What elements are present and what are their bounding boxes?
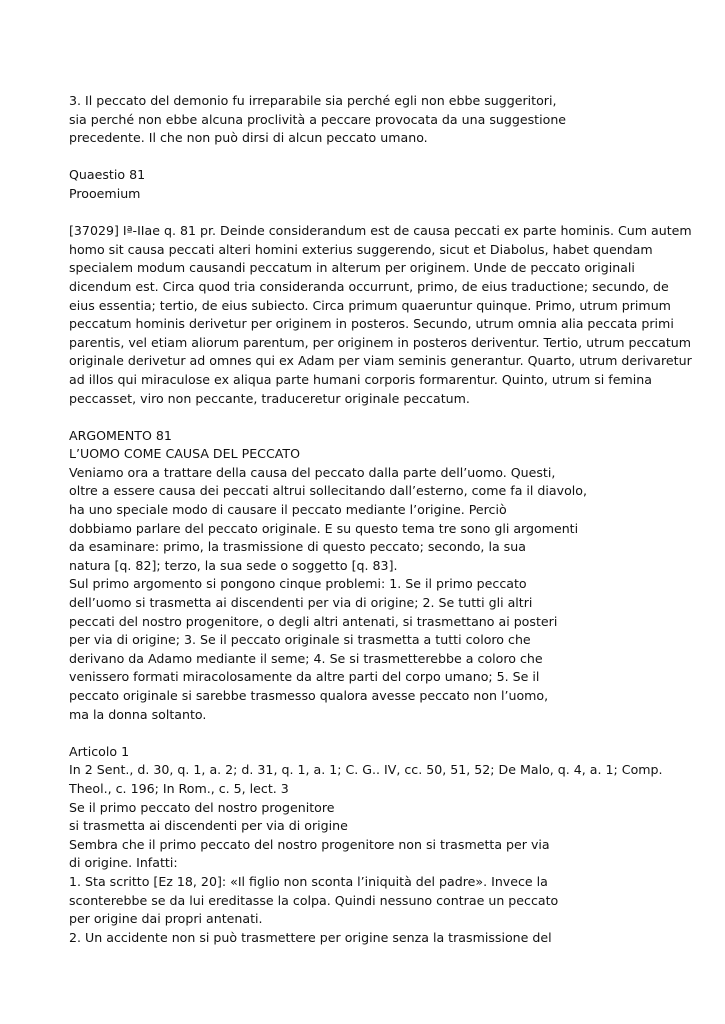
text-line: ha uno speciale modo di causare il peccato mediante l’origine. Perciò (69, 502, 507, 518)
text-line: precedente. Il che non può dirsi di alcun peccato umano. (69, 130, 428, 146)
text-line: [37029] Iª-IIae q. 81 pr. Deinde considerandum est de causa peccati ex parte hominis. Cum autem (69, 223, 692, 239)
argomento-subtitle: L’UOMO COME CAUSA DEL PECCATO (69, 446, 300, 462)
intro-paragraph (69, 92, 714, 148)
text-line: peccati del nostro progenitore, o degli altri antenati, si trasmettano ai posteri (69, 613, 558, 629)
text-line: Se il primo peccato del nostro progenitore (69, 799, 335, 815)
text-line: si trasmetta ai discendenti per via di origine (69, 818, 348, 834)
text-line: eius essentia; tertio, de eius subiecto. Circa primum quaeruntur quinque. Primo, utrum primum (69, 297, 671, 313)
latin-paragraph (69, 222, 714, 408)
text-line: peccatum hominis derivetur per originem in posteros. Secundo, utrum omnia alia peccata primi (69, 316, 674, 332)
text-line: dell’uomo si trasmetta ai discendenti per via di origine; 2. Se tutti gli altri (69, 595, 533, 611)
argomento-section (69, 427, 714, 725)
text-line: natura [q. 82]; terzo, la sua sede o soggetto [q. 83]. (69, 557, 398, 573)
text-line: homo sit causa peccati alteri homini exterius suggerendo, sicut et Diabolus, habet quendam (69, 241, 653, 257)
text-line: peccato originale si sarebbe trasmesso qualora avesse peccato non l’uomo, (69, 688, 549, 703)
text-line: In 2 Sent., d. 30, q. 1, a. 2; d. 31, q. 1, a. 1; C. G.. IV, cc. 50, 51, 52; De Malo, q. 4, a. 1; Comp. (69, 762, 663, 778)
document-page (69, 92, 714, 947)
paragraph-gap (69, 724, 714, 743)
quaestio-title: Quaestio 81 (69, 167, 146, 183)
articolo-title: Articolo 1 (69, 743, 130, 759)
text-line: specialem modum causandi peccatum in alterum per originem. Unde de peccato originali (69, 260, 635, 276)
text-line: peccasset, viro non peccante, traduceretur originale peccatum. (69, 390, 470, 406)
text-line: originale derivetur ad omnes qui ex Adam per viam seminis generantur. Quarto, utrum derivaretur (69, 353, 692, 369)
text-line: Sul primo argomento si pongono cinque problemi: 1. Se il primo peccato (69, 576, 527, 592)
text-line: 1. Sta scritto [Ez 18, 20]: «Il figlio non sconta l’iniquità del padre». Invece la (69, 873, 548, 889)
text-line: venissero formati miracolosamente da altre parti del corpo umano; 5. Se il (69, 669, 540, 685)
text-line: per via di origine; 3. Se il peccato originale si trasmetta a tutti coloro che (69, 632, 531, 648)
argomento-title: ARGOMENTO 81 (69, 427, 172, 443)
text-line: dobbiamo parlare del peccato originale. E su questo tema tre sono gli argomenti (69, 520, 579, 536)
text-line: 2. Un accidente non si può trasmettere per origine senza la trasmissione del (69, 929, 552, 945)
text-line: per origine dai propri antenati. (69, 911, 263, 927)
paragraph-gap (69, 148, 714, 167)
text-line: parentis, vel etiam aliorum parentum, per originem in posteros deriventur. Tertio, utrum peccatum (69, 334, 692, 350)
text-line: sia perché non ebbe alcuna proclività a peccare provocata da una suggestione (69, 111, 567, 127)
text-line: ma la donna soltanto. (69, 706, 207, 722)
text-line: da esaminare: primo, la trasmissione di questo peccato; secondo, la sua (69, 539, 526, 555)
quaestio-subtitle: Prooemium (69, 185, 141, 201)
text-line: derivano da Adamo mediante il seme; 4. Se si trasmetterebbe a coloro che (69, 650, 543, 666)
paragraph-gap (69, 204, 714, 223)
text-line: oltre a essere causa dei peccati altrui sollecitando dall’esterno, come fa il diavolo, (69, 483, 588, 499)
text-line: 3. Il peccato del demonio fu irreparabile sia perché egli non ebbe suggeritori, (69, 93, 557, 108)
text-line: Veniamo ora a trattare della causa del peccato dalla parte dell’uomo. Questi, (69, 464, 556, 480)
text-line: di origine. Infatti: (69, 855, 178, 871)
text-line: dicendum est. Circa quod tria consideranda occurrunt, primo, de eius traductione; secundo, de (69, 278, 669, 294)
text-line: Sembra che il primo peccato del nostro progenitore non si trasmetta per via (69, 836, 550, 852)
paragraph-gap (69, 408, 714, 427)
articolo-section (69, 743, 714, 948)
text-line: sconterebbe se da lui ereditasse la colpa. Quindi nessuno contrae un peccato (69, 892, 559, 908)
text-line: Theol., c. 196; In Rom., c. 5, lect. 3 (69, 780, 289, 796)
quaestio-heading (69, 166, 714, 203)
text-line: ad illos qui miraculose ex aliqua parte humani corporis formarentur. Quinto, utrum si femina (69, 371, 652, 387)
